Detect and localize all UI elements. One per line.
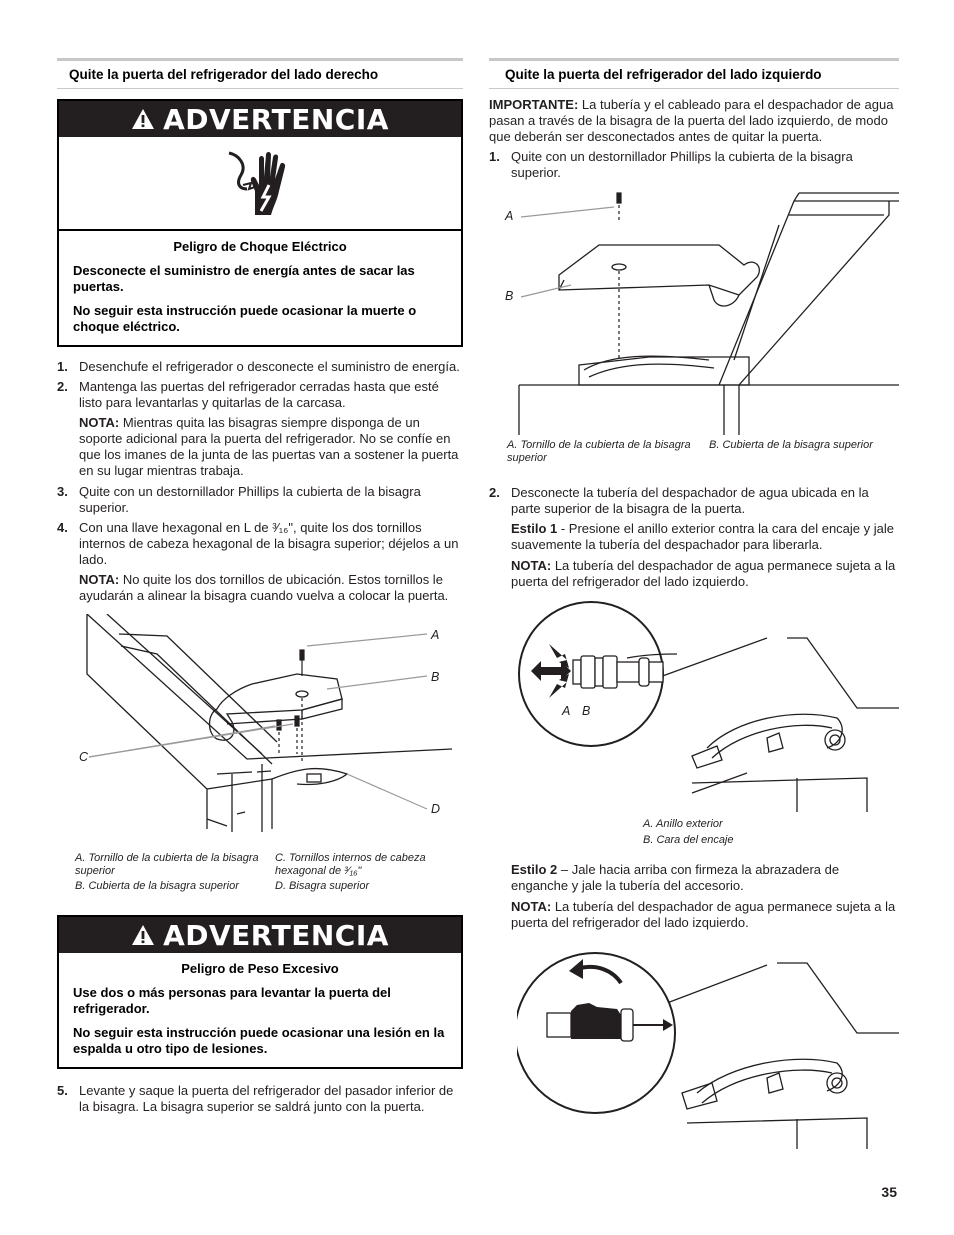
- note-label: NOTA:: [511, 899, 552, 914]
- important-paragraph: [489, 97, 899, 145]
- label-c: C: [79, 750, 89, 764]
- step-5: [57, 1083, 463, 1115]
- warning-triangle-icon: [131, 108, 155, 130]
- note-label: NOTA:: [79, 572, 120, 587]
- caption-b: B. Cara del encaje: [643, 834, 734, 846]
- note-1: [489, 558, 899, 590]
- page-number: 35: [881, 1184, 897, 1200]
- figure-right-hinge: [57, 614, 463, 846]
- note-text: Mientras quita las bisagras siempre disponga de un soporte adicional para la puerta del refrigerador. No se confíe en que los imanes de la junta de las puertas van a sostener la puerta en su lugar mientras trabaja.: [79, 415, 459, 478]
- warning-line-2: No seguir esta instrucción puede ocasionar una lesión en la espalda u otro tipo de lesiones.: [73, 1025, 445, 1056]
- warning-box-weight: [57, 915, 463, 1069]
- style-2-paragraph: [489, 862, 899, 894]
- figure-style-1: [517, 598, 899, 812]
- step-number: 1.: [57, 359, 68, 374]
- hinge-cover-illustration: [489, 185, 899, 435]
- figure-left-hinge-cover: [489, 185, 899, 435]
- warning-text: [59, 231, 461, 345]
- warning-text: [59, 953, 461, 1067]
- section-heading-right-door: Quite la puerta del refrigerador del lado derecho: [57, 58, 463, 89]
- hazard-title: Peligro de Choque Eléctrico: [173, 239, 347, 254]
- caption-b: B. Cubierta de la bisagra superior: [709, 439, 873, 451]
- caption-a: A. Tornillo de la cubierta de la bisagra superior: [507, 439, 691, 464]
- style-2-label: Estilo 2: [511, 862, 558, 877]
- caption-a: A. Tornillo de la cubierta de la bisagra superior: [75, 852, 259, 877]
- label-b: B: [582, 704, 591, 718]
- step-2: [489, 485, 899, 517]
- step-text: Desenchufe el refrigerador o desconecte el suministro de energía.: [79, 359, 460, 374]
- style-1-paragraph: [489, 521, 899, 553]
- warning-banner: [59, 917, 461, 953]
- style-1-label: Estilo 1: [511, 521, 558, 536]
- step-1: [57, 359, 463, 375]
- important-label: IMPORTANTE:: [489, 97, 579, 112]
- style-1-text: - Presione el anillo exterior contra la cara del encaje y jale suavemente la tubería del despachador para liberarla.: [511, 521, 894, 552]
- label-d: D: [431, 802, 441, 816]
- label-a: A: [431, 628, 440, 642]
- note-text: La tubería del despachador de agua permanece sujeta a la puerta del refrigerador del lado izquierdo.: [511, 899, 896, 930]
- caption-a: A. Anillo exterior: [643, 818, 723, 830]
- label-b: B: [431, 670, 440, 684]
- note-label: NOTA:: [511, 558, 552, 573]
- style-2-clip-illustration: [517, 943, 899, 1149]
- step-1: [489, 149, 899, 181]
- step-text: Quite con un destornillador Phillips la cubierta de la bisagra superior.: [79, 484, 421, 515]
- figure-style-2: [517, 943, 899, 1149]
- warning-box-electric: [57, 99, 463, 347]
- note-label: NOTA:: [79, 415, 120, 430]
- note-text: La tubería del despachador de agua permanece sujeta a la puerta del refrigerador del lado izquierdo.: [511, 558, 896, 589]
- caption-c: C. Tornillos internos de cabeza hexagonal de ³⁄₁₆": [275, 852, 426, 877]
- label-a: A: [562, 704, 571, 718]
- label-b: B: [505, 289, 514, 303]
- label-a: A: [505, 209, 514, 223]
- step-text: Levante y saque la puerta del refrigerador del pasador inferior de la bisagra. La bisagra superior se saldrá junto con la puerta.: [79, 1083, 454, 1114]
- step-3: [57, 484, 463, 516]
- right-column: [489, 58, 899, 1149]
- step-text: Quite con un destornillador Phillips la cubierta de la bisagra superior.: [511, 149, 853, 180]
- warning-pictogram: [59, 137, 461, 231]
- warning-triangle-icon: [131, 924, 155, 946]
- figure-captions: [57, 852, 463, 893]
- step-text: Mantenga las puertas del refrigerador cerradas hasta que esté listo para levantarlas y quitarlas de la carcasa.: [79, 379, 439, 410]
- caption-b: B. Cubierta de la bisagra superior: [75, 880, 239, 892]
- step-4-note: [57, 572, 463, 604]
- step-number: 4.: [57, 520, 68, 535]
- hinge-diagram-illustration: [57, 614, 463, 846]
- step-text: Desconecte la tubería del despachador de agua ubicada en la parte superior de la bisagra de la puerta.: [511, 485, 869, 516]
- electric-shock-hand-icon: [225, 145, 295, 221]
- left-column: [57, 58, 463, 1119]
- step-text: Con una llave hexagonal en L de ³⁄₁₆", quite los dos tornillos internos de cabeza hexagonal de la bisagra superior; déjelos a un lado.: [79, 520, 459, 567]
- step-2: [57, 379, 463, 411]
- style-2-text: – Jale hacia arriba con firmeza la abrazadera de enganche y jale la tubería del accesorio.: [511, 862, 840, 893]
- figure-captions: [489, 816, 899, 848]
- hazard-title: Peligro de Peso Excesivo: [181, 961, 339, 976]
- warning-title: ADVERTENCIA: [163, 102, 389, 136]
- step-number: 1.: [489, 149, 500, 164]
- warning-banner: [59, 101, 461, 137]
- step-number: 5.: [57, 1083, 68, 1098]
- step-number: 3.: [57, 484, 68, 499]
- step-number: 2.: [489, 485, 500, 500]
- important-text: La tubería y el cableado para el despachador de agua pasan a través de la bisagra de la puerta del lado izquierdo, de modo que deberán ser desconectados antes de quitar la puerta.: [489, 97, 894, 144]
- caption-d: D. Bisagra superior: [275, 880, 370, 892]
- warning-line-1: Use dos o más personas para levantar la puerta del refrigerador.: [73, 985, 391, 1016]
- style-1-connector-illustration: [517, 598, 899, 812]
- step-2-note: [57, 415, 463, 479]
- step-4: [57, 520, 463, 568]
- warning-line-1: Desconecte el suministro de energía antes de sacar las puertas.: [73, 263, 415, 294]
- step-number: 2.: [57, 379, 68, 394]
- note-2: [489, 899, 899, 931]
- figure-captions: [489, 439, 899, 465]
- note-text: No quite los dos tornillos de ubicación. Estos tornillos le ayudarán a alinear la bisagra cuando vuelva a colocar la puerta.: [79, 572, 449, 603]
- section-heading-left-door: Quite la puerta del refrigerador del lado izquierdo: [489, 58, 899, 89]
- warning-title: ADVERTENCIA: [163, 918, 389, 952]
- warning-line-2: No seguir esta instrucción puede ocasionar la muerte o choque eléctrico.: [73, 303, 417, 334]
